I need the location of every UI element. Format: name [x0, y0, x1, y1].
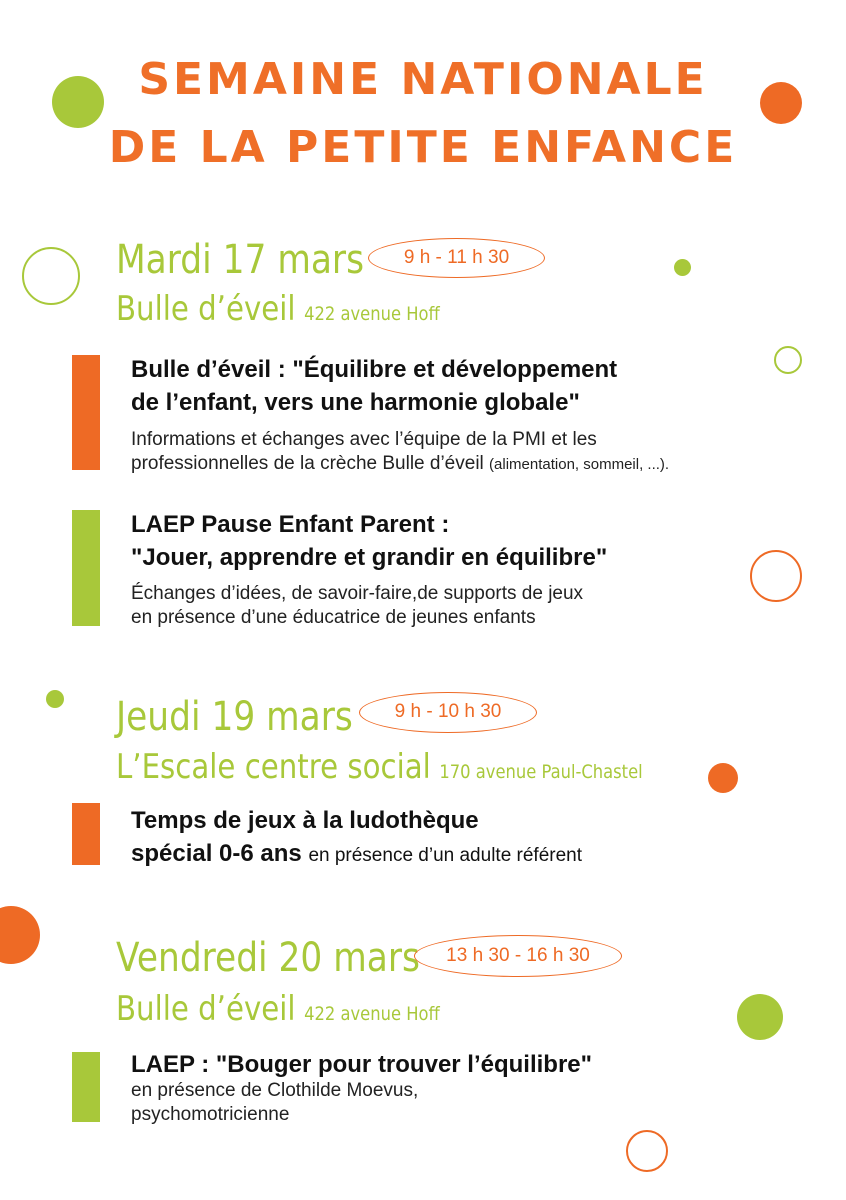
event-marker-orange [72, 355, 100, 470]
day1-venue-name: Bulle d’éveil [116, 289, 296, 329]
event2-heading-line-2: "Jouer, apprendre et grandir en équilibre" [131, 544, 608, 571]
day3-time-badge: 13 h 30 - 16 h 30 [414, 935, 622, 977]
event1-heading-line-1: Bulle d’éveil : "Équilibre et développement [131, 356, 618, 383]
event2-heading-line-1: LAEP Pause Enfant Parent : [131, 511, 450, 538]
page-title-line-1: SEMAINE NATIONALE [138, 54, 708, 105]
decor-dot-green [737, 994, 783, 1040]
event1-desc-line-2: professionnelles de la crèche Bulle d’éveil [131, 453, 484, 474]
day2-address: 170 avenue Paul-Chastel [439, 761, 643, 783]
decor-ring-green [774, 346, 802, 374]
event3-heading-line-2: spécial 0-6 ans [131, 840, 302, 867]
decor-ring-green [22, 247, 80, 305]
day2-venue-name: L’Escale centre social [116, 747, 431, 787]
event1-heading-line-2: de l’enfant, vers une harmonie globale" [131, 389, 580, 416]
event3-heading-line-1: Temps de jeux à la ludothèque [131, 807, 479, 834]
day3-venue-name: Bulle d’éveil [116, 989, 296, 1029]
day2-date: Jeudi 19 mars [116, 694, 353, 740]
decor-dot-orange [708, 763, 738, 793]
event-marker-green [72, 1052, 100, 1122]
event4-description [131, 1079, 418, 1127]
decor-ring-orange [750, 550, 802, 602]
day3-address: 422 avenue Hoff [304, 1003, 440, 1025]
day1-time-badge: 9 h - 11 h 30 [368, 238, 545, 278]
event2-desc-line-1: Échanges d’idées, de savoir-faire,de supports de jeux [131, 583, 584, 604]
day3-date: Vendredi 20 mars [116, 935, 420, 981]
event1-heading [131, 353, 617, 419]
day1-date: Mardi 17 mars [116, 237, 364, 283]
day2-venue [116, 747, 643, 787]
event3-heading [131, 804, 582, 872]
day1-address: 422 avenue Hoff [304, 303, 440, 325]
event4-heading: LAEP : "Bouger pour trouver l’équilibre" [131, 1051, 593, 1078]
event2-description [131, 582, 583, 630]
day1-venue [116, 289, 440, 329]
event-marker-green [72, 510, 100, 626]
day3-venue [116, 989, 440, 1029]
event3-heading-suffix: en présence d’un adulte référent [308, 845, 583, 866]
decor-dot-orange [0, 906, 40, 964]
event2-heading [131, 508, 607, 574]
day2-time-badge: 9 h - 10 h 30 [359, 692, 537, 733]
event1-description [131, 428, 669, 477]
event4-desc-line-2: psychomotricienne [131, 1104, 290, 1125]
event1-desc-note: (alimentation, sommeil, ...). [489, 456, 670, 473]
event2-desc-line-2: en présence d’une éducatrice de jeunes enfants [131, 607, 536, 628]
decor-dot-orange [760, 82, 802, 124]
event-marker-orange [72, 803, 100, 865]
decor-dot-green [674, 259, 691, 276]
decor-dot-green [52, 76, 104, 128]
page-title-line-2: DE LA PETITE ENFANCE [108, 122, 738, 173]
event1-desc-line-1: Informations et échanges avec l’équipe de la PMI et les [131, 429, 597, 450]
event4-desc-line-1: en présence de Clothilde Moevus, [131, 1080, 419, 1101]
decor-ring-orange [626, 1130, 668, 1172]
decor-dot-green [46, 690, 64, 708]
